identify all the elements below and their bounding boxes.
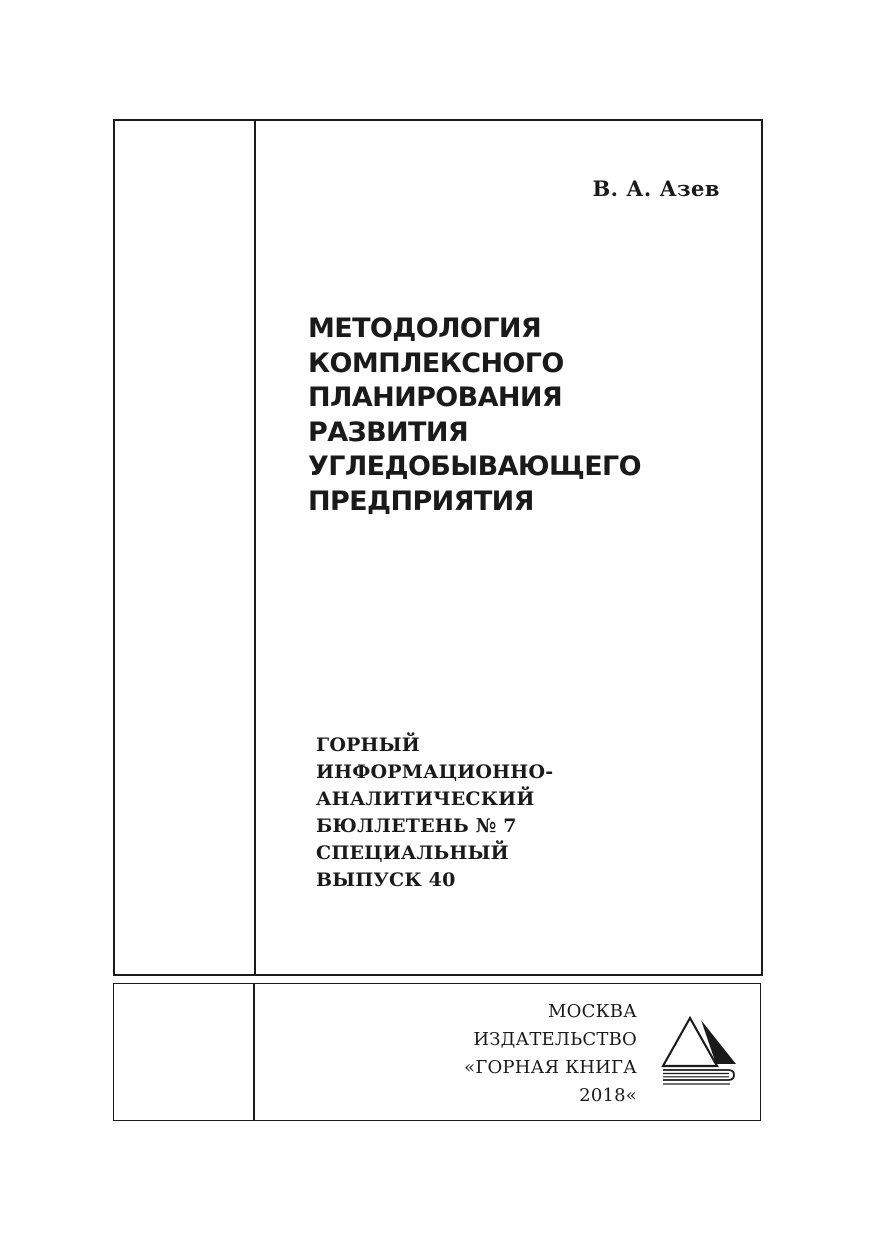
imprint-publisher: «ГОРНАЯ КНИГА <box>464 1057 637 1078</box>
series-line: ГОРНЫЙ <box>316 734 420 756</box>
author-name: В. А. Азев <box>592 176 720 201</box>
publisher-imprint <box>464 998 637 1110</box>
title-line: КОМПЛЕКСНОГО <box>308 347 564 379</box>
imprint-label: ИЗДАТЕЛЬСТВО <box>473 1029 637 1050</box>
series-line: ВЫПУСК 40 <box>316 869 456 891</box>
title-line: РАЗВИТИЯ <box>308 416 469 448</box>
series-info <box>316 732 736 894</box>
series-line: АНАЛИТИЧЕСКИЙ <box>316 788 535 810</box>
series-line: СПЕЦИАЛЬНЫЙ <box>316 842 509 864</box>
series-line: БЮЛЛЕТЕНЬ № 7 <box>316 815 517 837</box>
series-line: ИНФОРМАЦИОННО- <box>316 761 554 783</box>
title-line: МЕТОДОЛОГИЯ <box>308 313 542 344</box>
frame-divider-line <box>254 121 256 974</box>
imprint-city: МОСКВА <box>548 1001 637 1022</box>
imprint-divider-line <box>253 984 255 1120</box>
title-line: ПЛАНИРОВАНИЯ <box>308 382 563 413</box>
title-line: ПРЕДПРИЯТИЯ <box>308 485 534 517</box>
imprint-year: 2018« <box>579 1085 637 1106</box>
title-line: УГЛЕДОБЫВАЮЩЕГО <box>308 451 642 482</box>
mountain-book-icon <box>660 1014 740 1092</box>
book-title <box>308 312 748 519</box>
